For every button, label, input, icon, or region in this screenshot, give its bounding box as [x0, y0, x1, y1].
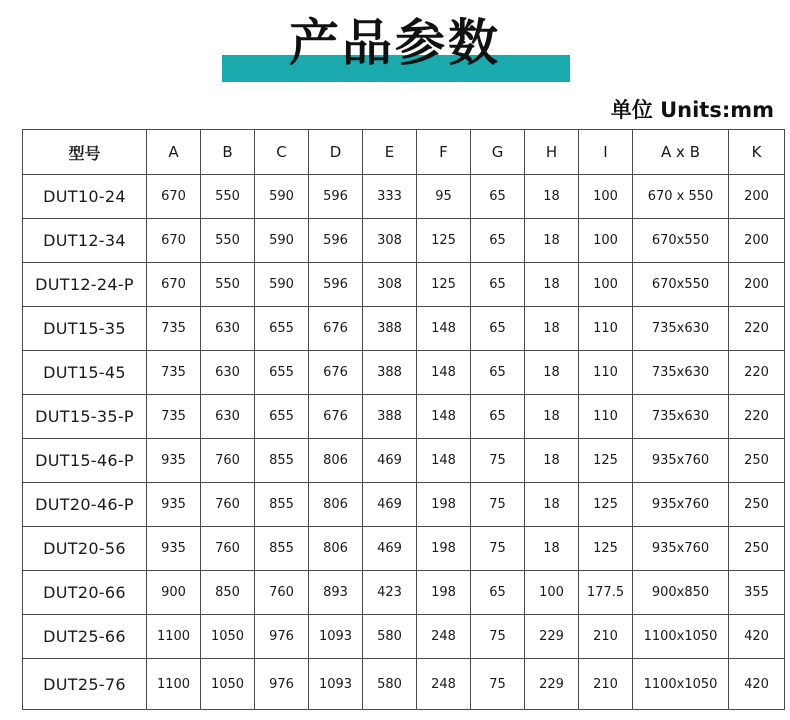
unit-label: 单位 Units:mm [610, 98, 774, 122]
value-cell: 388 [363, 395, 417, 439]
value-cell: 18 [525, 263, 579, 307]
value-cell: 590 [255, 175, 309, 219]
value-cell: 735x630 [633, 307, 729, 351]
value-cell: 550 [201, 263, 255, 307]
table-row [23, 615, 785, 659]
value-cell: 596 [309, 219, 363, 263]
value-cell: 935x760 [633, 439, 729, 483]
value-cell: 760 [201, 483, 255, 527]
value-cell: 65 [471, 219, 525, 263]
value-cell: 250 [729, 483, 785, 527]
value-cell: 893 [309, 571, 363, 615]
header-cell: D [309, 130, 363, 175]
value-cell: 676 [309, 307, 363, 351]
value-cell: 95 [417, 175, 471, 219]
value-cell: 469 [363, 439, 417, 483]
value-cell: 976 [255, 615, 309, 659]
table-row [23, 571, 785, 615]
value-cell: 550 [201, 219, 255, 263]
value-cell: 18 [525, 219, 579, 263]
value-cell: 1050 [201, 615, 255, 659]
value-cell: 125 [417, 219, 471, 263]
value-cell: 148 [417, 395, 471, 439]
value-cell: 580 [363, 615, 417, 659]
value-cell: 75 [471, 615, 525, 659]
value-cell: 65 [471, 175, 525, 219]
value-cell: 248 [417, 615, 471, 659]
value-cell: 65 [471, 351, 525, 395]
value-cell: 248 [417, 659, 471, 710]
model-cell: DUT25-66 [23, 615, 147, 659]
table-row [23, 483, 785, 527]
header-cell: F [417, 130, 471, 175]
value-cell: 18 [525, 307, 579, 351]
value-cell: 1100 [147, 659, 201, 710]
value-cell: 976 [255, 659, 309, 710]
header-cell: A x B [633, 130, 729, 175]
value-cell: 630 [201, 395, 255, 439]
model-cell: DUT10-24 [23, 175, 147, 219]
value-cell: 250 [729, 439, 785, 483]
value-cell: 670 [147, 175, 201, 219]
value-cell: 18 [525, 395, 579, 439]
value-cell: 220 [729, 307, 785, 351]
model-cell: DUT20-46-P [23, 483, 147, 527]
table-row [23, 659, 785, 710]
value-cell: 110 [579, 395, 633, 439]
value-cell: 596 [309, 263, 363, 307]
table-row [23, 219, 785, 263]
value-cell: 18 [525, 483, 579, 527]
value-cell: 198 [417, 483, 471, 527]
value-cell: 900 [147, 571, 201, 615]
value-cell: 229 [525, 659, 579, 710]
model-cell: DUT25-76 [23, 659, 147, 710]
value-cell: 388 [363, 351, 417, 395]
value-cell: 198 [417, 527, 471, 571]
value-cell: 148 [417, 351, 471, 395]
table-row [23, 527, 785, 571]
value-cell: 670x550 [633, 219, 729, 263]
value-cell: 200 [729, 219, 785, 263]
value-cell: 18 [525, 175, 579, 219]
value-cell: 1050 [201, 659, 255, 710]
value-cell: 760 [255, 571, 309, 615]
header-cell: A [147, 130, 201, 175]
table-row [23, 175, 785, 219]
table-row [23, 439, 785, 483]
header-cell-model: 型号 [23, 130, 147, 175]
value-cell: 935 [147, 527, 201, 571]
value-cell: 855 [255, 527, 309, 571]
value-cell: 110 [579, 351, 633, 395]
value-cell: 210 [579, 615, 633, 659]
value-cell: 125 [417, 263, 471, 307]
model-cell: DUT20-56 [23, 527, 147, 571]
header-cell: I [579, 130, 633, 175]
value-cell: 760 [201, 439, 255, 483]
header-cell: K [729, 130, 785, 175]
value-cell: 630 [201, 351, 255, 395]
model-cell: DUT15-35 [23, 307, 147, 351]
header-cell: B [201, 130, 255, 175]
value-cell: 935 [147, 483, 201, 527]
value-cell: 210 [579, 659, 633, 710]
value-cell: 1093 [309, 659, 363, 710]
value-cell: 735x630 [633, 395, 729, 439]
table-header-row [23, 130, 785, 175]
value-cell: 469 [363, 483, 417, 527]
value-cell: 580 [363, 659, 417, 710]
value-cell: 65 [471, 395, 525, 439]
value-cell: 855 [255, 483, 309, 527]
header-cell: E [363, 130, 417, 175]
value-cell: 900x850 [633, 571, 729, 615]
parameter-table [22, 129, 785, 710]
model-cell: DUT12-24-P [23, 263, 147, 307]
value-cell: 670 [147, 263, 201, 307]
value-cell: 655 [255, 351, 309, 395]
model-cell: DUT12-34 [23, 219, 147, 263]
value-cell: 423 [363, 571, 417, 615]
value-cell: 806 [309, 527, 363, 571]
value-cell: 18 [525, 351, 579, 395]
value-cell: 935x760 [633, 483, 729, 527]
value-cell: 850 [201, 571, 255, 615]
value-cell: 596 [309, 175, 363, 219]
value-cell: 18 [525, 527, 579, 571]
value-cell: 676 [309, 351, 363, 395]
header-cell: H [525, 130, 579, 175]
value-cell: 1100 [147, 615, 201, 659]
value-cell: 65 [471, 307, 525, 351]
value-cell: 670 x 550 [633, 175, 729, 219]
value-cell: 100 [579, 263, 633, 307]
model-cell: DUT15-45 [23, 351, 147, 395]
value-cell: 550 [201, 175, 255, 219]
value-cell: 1100x1050 [633, 615, 729, 659]
value-cell: 735x630 [633, 351, 729, 395]
value-cell: 65 [471, 263, 525, 307]
value-cell: 177.5 [579, 571, 633, 615]
value-cell: 200 [729, 263, 785, 307]
table-row [23, 351, 785, 395]
model-cell: DUT20-66 [23, 571, 147, 615]
value-cell: 75 [471, 659, 525, 710]
value-cell: 590 [255, 219, 309, 263]
value-cell: 125 [579, 439, 633, 483]
value-cell: 630 [201, 307, 255, 351]
value-cell: 100 [525, 571, 579, 615]
value-cell: 590 [255, 263, 309, 307]
value-cell: 935 [147, 439, 201, 483]
value-cell: 75 [471, 439, 525, 483]
value-cell: 655 [255, 395, 309, 439]
value-cell: 935x760 [633, 527, 729, 571]
value-cell: 125 [579, 483, 633, 527]
value-cell: 308 [363, 263, 417, 307]
value-cell: 100 [579, 219, 633, 263]
model-cell: DUT15-35-P [23, 395, 147, 439]
value-cell: 735 [147, 395, 201, 439]
value-cell: 220 [729, 351, 785, 395]
value-cell: 220 [729, 395, 785, 439]
table-body [23, 175, 785, 710]
value-cell: 75 [471, 527, 525, 571]
value-cell: 735 [147, 351, 201, 395]
value-cell: 670 [147, 219, 201, 263]
value-cell: 469 [363, 527, 417, 571]
value-cell: 75 [471, 483, 525, 527]
value-cell: 1093 [309, 615, 363, 659]
value-cell: 65 [471, 571, 525, 615]
value-cell: 148 [417, 439, 471, 483]
table-row [23, 263, 785, 307]
value-cell: 670x550 [633, 263, 729, 307]
header-cell: C [255, 130, 309, 175]
header-cell: G [471, 130, 525, 175]
value-cell: 333 [363, 175, 417, 219]
value-cell: 100 [579, 175, 633, 219]
value-cell: 806 [309, 483, 363, 527]
value-cell: 18 [525, 439, 579, 483]
value-cell: 420 [729, 615, 785, 659]
value-cell: 655 [255, 307, 309, 351]
value-cell: 806 [309, 439, 363, 483]
value-cell: 388 [363, 307, 417, 351]
value-cell: 308 [363, 219, 417, 263]
table-row [23, 395, 785, 439]
page-title: 产品参数 [289, 14, 501, 72]
value-cell: 735 [147, 307, 201, 351]
value-cell: 148 [417, 307, 471, 351]
value-cell: 760 [201, 527, 255, 571]
title-block [0, 0, 790, 90]
value-cell: 110 [579, 307, 633, 351]
value-cell: 355 [729, 571, 785, 615]
value-cell: 676 [309, 395, 363, 439]
value-cell: 229 [525, 615, 579, 659]
table-row [23, 307, 785, 351]
value-cell: 420 [729, 659, 785, 710]
value-cell: 198 [417, 571, 471, 615]
value-cell: 125 [579, 527, 633, 571]
model-cell: DUT15-46-P [23, 439, 147, 483]
value-cell: 855 [255, 439, 309, 483]
value-cell: 1100x1050 [633, 659, 729, 710]
value-cell: 250 [729, 527, 785, 571]
value-cell: 200 [729, 175, 785, 219]
